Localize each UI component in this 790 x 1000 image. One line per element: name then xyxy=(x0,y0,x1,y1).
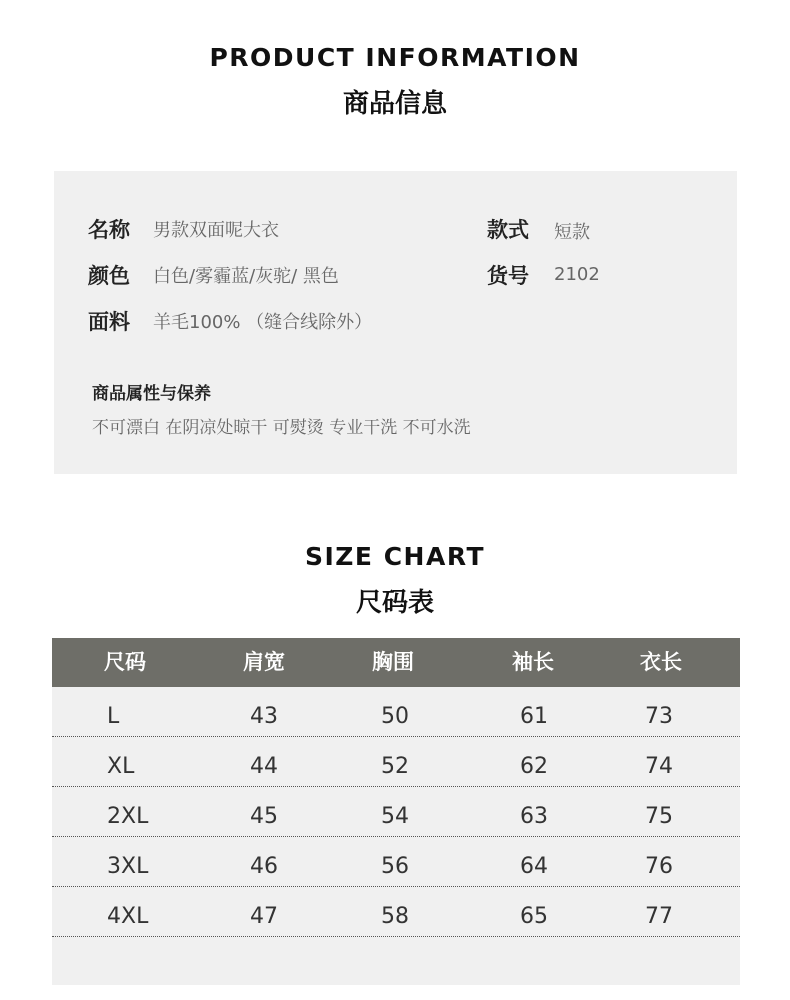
table-row xyxy=(52,887,740,937)
table-row xyxy=(52,687,740,737)
table-row xyxy=(52,837,740,887)
cell-shoulder: 46 xyxy=(250,854,278,879)
cell-chest: 50 xyxy=(381,704,409,729)
size-chart-title-en: SIZE CHART xyxy=(304,542,485,571)
sku-label: 货号 xyxy=(487,264,529,288)
style-label: 款式 xyxy=(487,218,529,242)
cell-shoulder: 43 xyxy=(250,704,278,729)
header-shoulder: 肩宽 xyxy=(243,650,285,674)
product-info-title-cn: 商品信息 xyxy=(342,89,447,119)
cell-chest: 54 xyxy=(381,804,409,829)
cell-size: 3XL xyxy=(107,854,149,879)
color-label: 颜色 xyxy=(88,264,130,288)
cell-sleeve: 65 xyxy=(520,904,548,929)
table-row xyxy=(52,737,740,787)
color-value: 白色/雾霾蓝/灰驼/ 黑色 xyxy=(153,266,339,287)
table-row xyxy=(52,787,740,837)
style-value: 短款 xyxy=(554,222,590,243)
size-table-header xyxy=(52,638,740,687)
product-info-panel xyxy=(54,171,737,474)
header-sleeve: 袖长 xyxy=(512,650,554,674)
care-title: 商品属性与保养 xyxy=(92,384,211,404)
cell-size: XL xyxy=(107,754,135,779)
size-table xyxy=(52,638,740,985)
cell-shoulder: 47 xyxy=(250,904,278,929)
fabric-value: 羊毛100% （缝合线除外） xyxy=(153,312,373,333)
cell-length: 74 xyxy=(645,754,673,779)
cell-size: 2XL xyxy=(107,804,149,829)
size-chart-title-cn: 尺码表 xyxy=(355,588,434,618)
cell-sleeve: 61 xyxy=(520,704,548,729)
cell-sleeve: 63 xyxy=(520,804,548,829)
header-size: 尺码 xyxy=(104,650,146,674)
cell-sleeve: 62 xyxy=(520,754,548,779)
cell-length: 73 xyxy=(645,704,673,729)
cell-length: 76 xyxy=(645,854,673,879)
cell-length: 77 xyxy=(645,904,673,929)
cell-shoulder: 44 xyxy=(250,754,278,779)
cell-chest: 58 xyxy=(381,904,409,929)
care-text: 不可漂白 在阴凉处晾干 可熨烫 专业干洗 不可水洗 xyxy=(92,418,471,438)
cell-shoulder: 45 xyxy=(250,804,278,829)
name-value: 男款双面呢大衣 xyxy=(153,220,279,241)
sku-value: 2102 xyxy=(554,264,600,285)
header-chest: 胸围 xyxy=(372,650,414,674)
cell-sleeve: 64 xyxy=(520,854,548,879)
product-info-title-en: PRODUCT INFORMATION xyxy=(209,43,581,72)
name-label: 名称 xyxy=(88,218,130,242)
cell-size: 4XL xyxy=(107,904,149,929)
fabric-label: 面料 xyxy=(88,310,130,334)
cell-chest: 52 xyxy=(381,754,409,779)
cell-length: 75 xyxy=(645,804,673,829)
cell-chest: 56 xyxy=(381,854,409,879)
header-length: 衣长 xyxy=(640,650,682,674)
cell-size: L xyxy=(107,704,120,729)
